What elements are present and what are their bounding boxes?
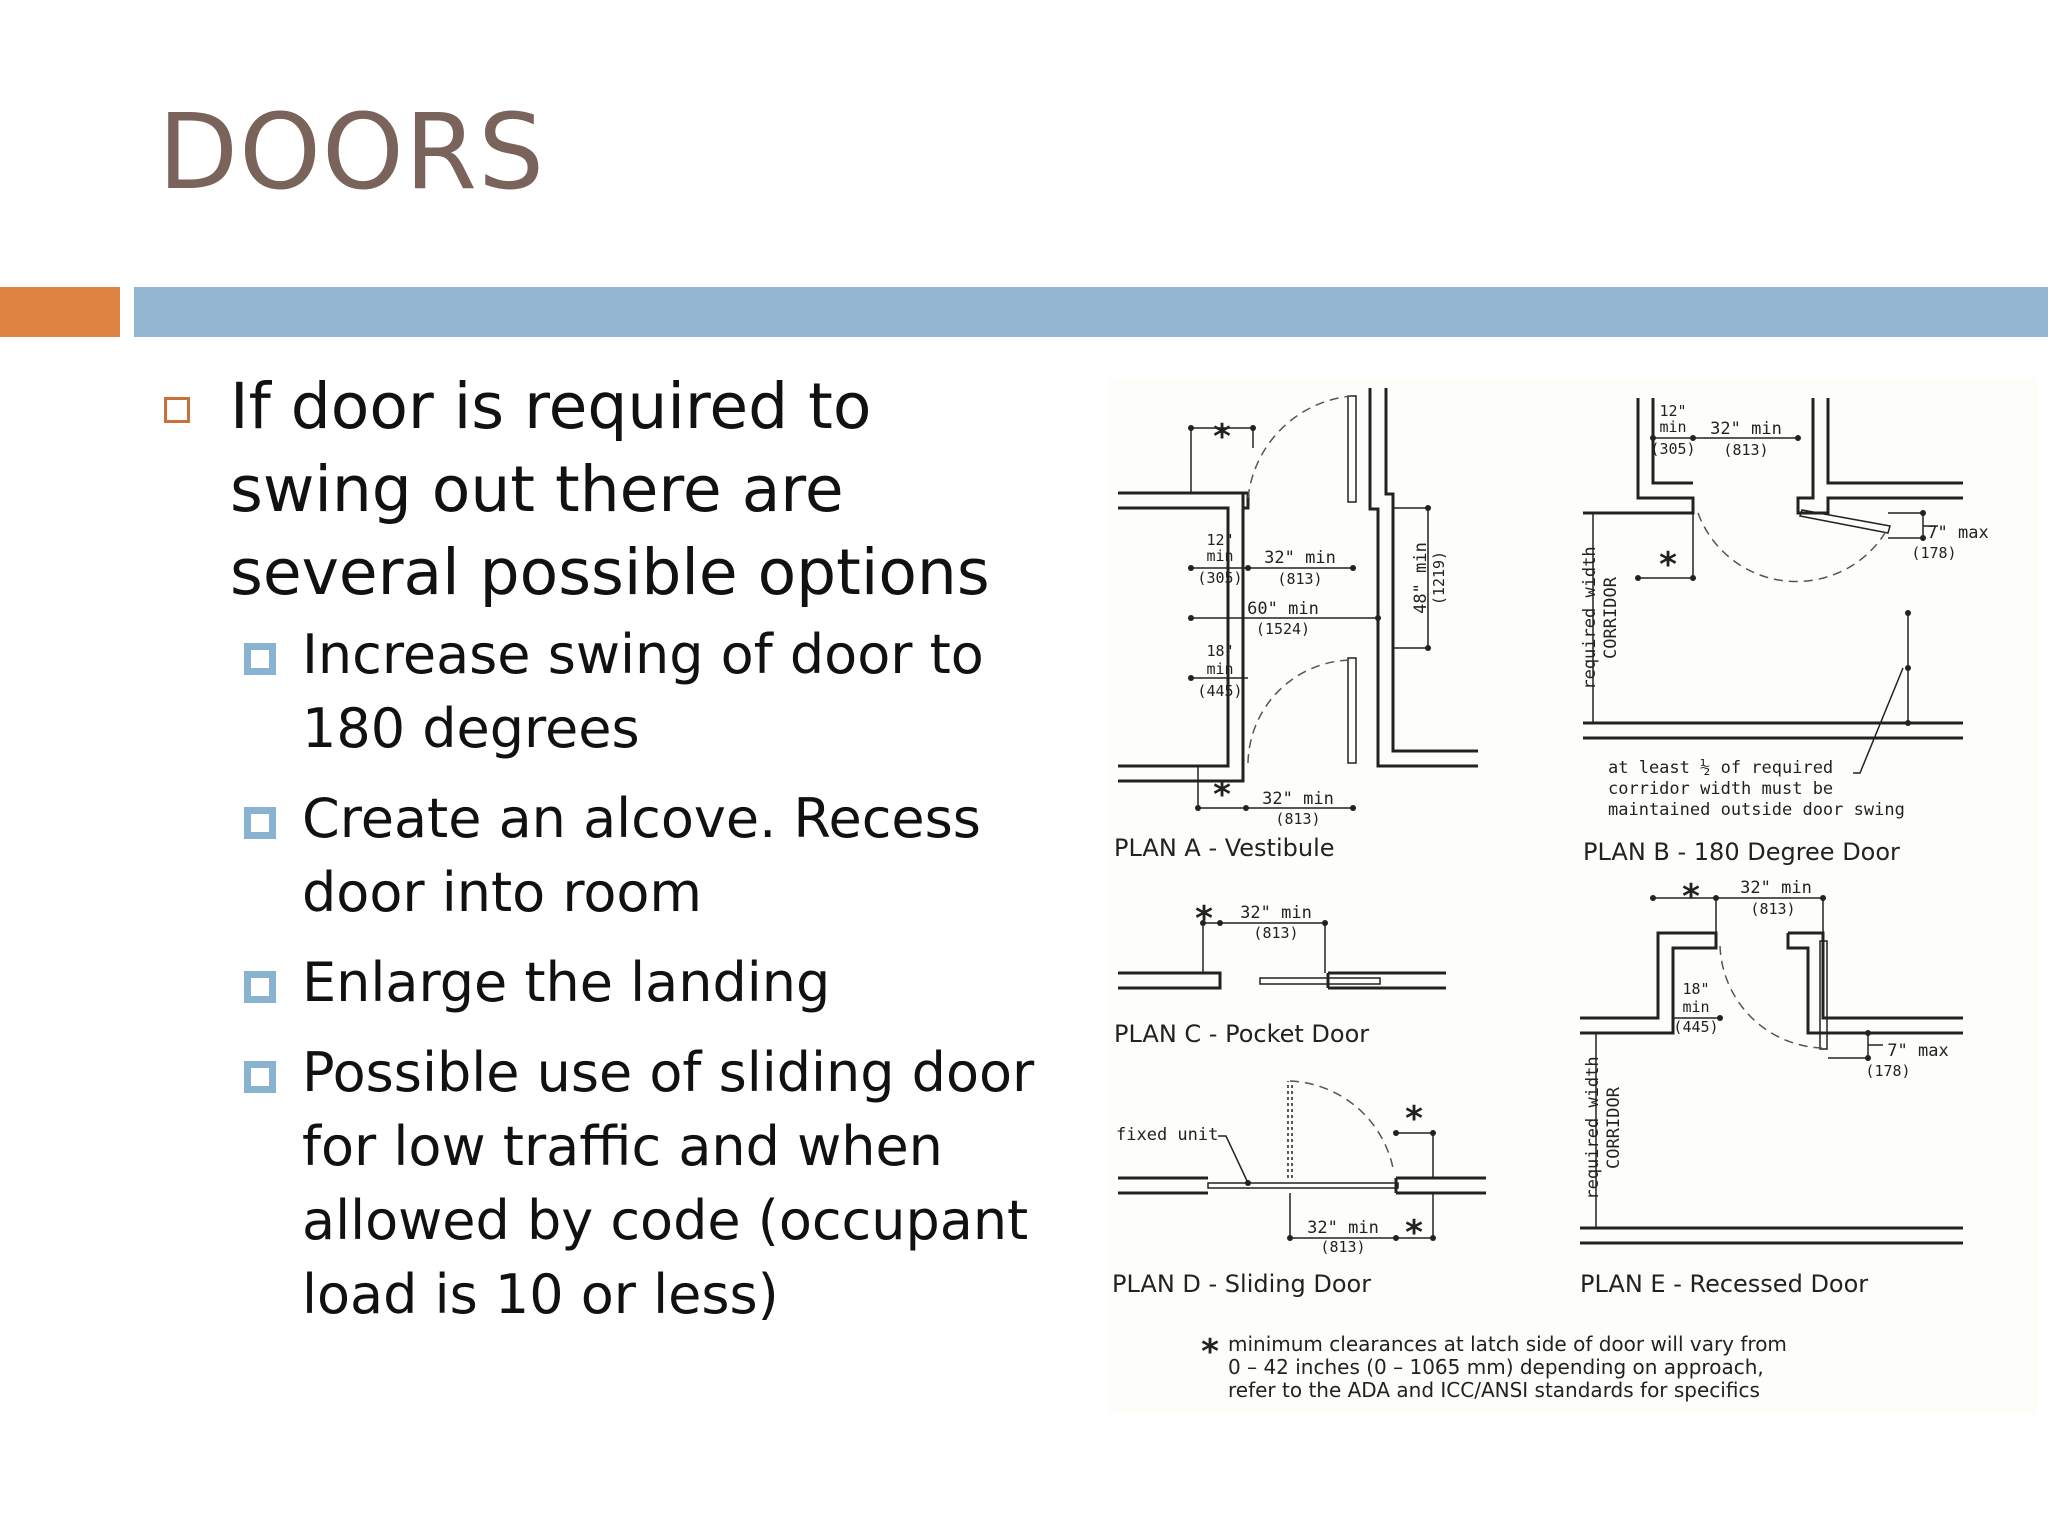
title-divider-bar (134, 287, 2048, 337)
plan-c-pocket-door (1114, 899, 1446, 1048)
plan-b-wall (1798, 398, 1963, 513)
plan-a-depth-mm: (1524) (1255, 620, 1311, 638)
diagram-footnote (1201, 1332, 1787, 1402)
square-bullet-icon (244, 643, 276, 675)
plan-b-dim-dot (1905, 720, 1911, 726)
plan-e-dim-dot (1865, 1055, 1871, 1061)
plan-b-note-line3: maintained outside door swing (1608, 800, 1905, 820)
square-bullet-icon (244, 1061, 276, 1093)
plan-c-title: PLAN C - Pocket Door (1114, 1020, 1370, 1048)
plan-b-width-mm: (813) (1723, 441, 1769, 459)
plan-b-title: PLAN B - 180 Degree Door (1583, 838, 1900, 866)
plan-a-width-bottom-mm: (813) (1275, 810, 1321, 828)
plan-b-star: * (1659, 545, 1677, 585)
plan-d-door-swing (1290, 1081, 1393, 1168)
plan-e-dim-dot (1713, 895, 1719, 901)
plan-e-width-mm: (813) (1750, 900, 1796, 918)
plan-a-dim-dot (1195, 805, 1201, 811)
plan-b-leader-line (1853, 668, 1903, 773)
bullet-list (160, 365, 1060, 1332)
plan-a-vestibule (1114, 388, 1478, 862)
plan-d-width-value: 32" min (1307, 1218, 1379, 1238)
plan-a-latch-mid-mm: (445) (1197, 682, 1243, 700)
plan-d-star-top: * (1405, 1099, 1423, 1139)
plan-e-corridor-label: CORRIDOR (1604, 1087, 1624, 1169)
bullet-main (160, 365, 1060, 614)
sub-bullet-alcove (160, 782, 1060, 930)
plan-a-latch-mid-min: min (1206, 660, 1234, 678)
plan-c-width-value: 32" min (1240, 903, 1312, 923)
plan-d-leader-line (1218, 1136, 1248, 1183)
plan-a-dim-dot (1243, 805, 1249, 811)
plan-d-dim-dot (1393, 1130, 1399, 1136)
plan-b-latch-mm: (305) (1650, 440, 1696, 458)
sub-bullet-text: Enlarge the landing (302, 951, 831, 1014)
plan-e-corridor-width: required width (1583, 1056, 1603, 1200)
door-plans-diagram (1108, 378, 2038, 1414)
plan-d-width-mm: (813) (1320, 1238, 1366, 1256)
plan-a-dim-dot (1245, 565, 1251, 571)
plan-c-dim-dot (1217, 920, 1223, 926)
hollow-square-bullet-icon (164, 397, 190, 423)
plan-a-dim-dot (1375, 615, 1381, 621)
plan-d-dim-dot (1430, 1130, 1436, 1136)
plan-e-latch-min: min (1682, 998, 1710, 1016)
plan-b-dim-dot (1795, 435, 1801, 441)
plan-a-door-leaf (1348, 396, 1356, 502)
plan-b-dim-dot (1690, 575, 1696, 581)
plan-b-max-value: 7" max (1927, 523, 1989, 543)
plan-a-latch-mid-value: 18" (1206, 642, 1234, 660)
plan-d-sliding-door (1112, 1081, 1486, 1298)
plan-b-latch-value: 12" (1659, 402, 1687, 420)
door-plans-drawing (1108, 378, 2038, 1414)
plan-e-recessed-door (1580, 877, 1963, 1298)
sub-bullet-landing (160, 946, 1060, 1020)
plan-a-dim-dot (1425, 505, 1431, 511)
plan-a-dim-dot (1350, 565, 1356, 571)
plan-b-wall (1828, 398, 1963, 483)
plan-c-wall (1118, 973, 1220, 988)
plan-a-dim-dot (1188, 675, 1194, 681)
plan-a-dim-dot (1250, 425, 1256, 431)
plan-d-dim-dot (1287, 1235, 1293, 1241)
plan-a-star-bottom: * (1213, 775, 1231, 815)
plan-a-latch-top-value: 12" (1206, 531, 1234, 549)
plan-a-width-bottom-value: 32" min (1262, 789, 1334, 809)
accent-bar (0, 287, 120, 337)
plan-e-title: PLAN E - Recessed Door (1580, 1270, 1869, 1298)
plan-d-dim-dot (1430, 1235, 1436, 1241)
plan-d-fixed-unit-label: fixed unit (1116, 1125, 1219, 1145)
plan-c-star: * (1195, 899, 1213, 939)
plan-a-star-top: * (1213, 417, 1231, 457)
plan-e-width-value: 32" min (1740, 878, 1812, 898)
plan-b-dim-dot (1905, 665, 1911, 671)
plan-b-180-degree-door (1580, 398, 1989, 866)
plan-e-wall (1788, 933, 1963, 1018)
plan-c-dim-dot (1322, 920, 1328, 926)
plan-e-latch-mm: (445) (1673, 1018, 1719, 1036)
footnote-line3: refer to the ADA and ICC/ANSI standards for specifics (1228, 1378, 1760, 1402)
square-bullet-icon (244, 807, 276, 839)
plan-b-width-value: 32" min (1710, 419, 1782, 439)
sub-bullet-sliding-door (160, 1036, 1060, 1332)
sub-bullet-text: Create an alcove. Recess door into room (302, 787, 981, 924)
square-bullet-icon (244, 971, 276, 1003)
plan-a-door-swing (1248, 396, 1352, 498)
plan-b-latch-min: min (1659, 418, 1687, 436)
plan-d-star-bottom: * (1405, 1213, 1423, 1253)
plan-c-width-mm: (813) (1253, 924, 1299, 942)
slide-title: DOORS (158, 91, 546, 213)
plan-b-door-swing (1698, 513, 1888, 582)
plan-a-width-top-mm: (813) (1277, 570, 1323, 588)
plan-a-door-leaf (1348, 658, 1356, 763)
plan-a-dim-dot (1188, 565, 1194, 571)
plan-b-dim-dot (1920, 510, 1926, 516)
plan-e-star: * (1682, 877, 1700, 917)
plan-b-dim-dot (1920, 535, 1926, 541)
plan-d-dim-dot (1393, 1235, 1399, 1241)
plan-b-corridor-label: CORRIDOR (1601, 577, 1621, 659)
plan-b-note-line2: corridor width must be (1608, 779, 1834, 799)
plan-c-door-leaf (1260, 978, 1380, 984)
plan-a-width-top-value: 32" min (1264, 548, 1336, 568)
plan-e-max-mm: (178) (1865, 1062, 1911, 1080)
plan-e-dim-dot (1865, 1030, 1871, 1036)
plan-b-max-mm: (178) (1911, 544, 1957, 562)
footnote-line1: minimum clearances at latch side of door will vary from (1228, 1332, 1787, 1356)
plan-a-dim-dot (1425, 645, 1431, 651)
footnote-star: * (1201, 1332, 1219, 1372)
plan-e-max-value: 7" max (1887, 1041, 1949, 1061)
footnote-line2: 0 – 42 inches (0 – 1065 mm) depending on approach, (1228, 1355, 1764, 1379)
sub-bullet-text: Increase swing of door to 180 degrees (302, 623, 984, 760)
plan-b-corridor-width: required width (1580, 546, 1600, 690)
plan-a-side-value: 48" min (1411, 542, 1431, 614)
sub-bullet-increase-swing (160, 618, 1060, 766)
plan-b-note-line1: at least ½ of required (1608, 758, 1834, 778)
plan-e-dim-dot (1650, 895, 1656, 901)
plan-b-dim-dot (1635, 575, 1641, 581)
plan-a-latch-top-mm: (305) (1197, 569, 1243, 587)
plan-d-title: PLAN D - Sliding Door (1112, 1270, 1372, 1298)
plan-a-door-swing (1248, 660, 1352, 763)
plan-a-dim-dot (1188, 615, 1194, 621)
bullet-main-text: If door is required to swing out there are several possible options (230, 370, 990, 609)
plan-a-title: PLAN A - Vestibule (1114, 834, 1335, 862)
plan-d-dim-dot (1245, 1180, 1251, 1186)
plan-e-latch-value: 18" (1682, 980, 1710, 998)
plan-a-side-mm: (1219) (1430, 550, 1448, 606)
plan-a-dim-dot (1350, 805, 1356, 811)
plan-a-dim-dot (1188, 425, 1194, 431)
plan-a-depth-value: 60" min (1247, 599, 1319, 619)
plan-d-fixed-panel (1208, 1183, 1398, 1188)
plan-a-latch-top-min: min (1206, 547, 1234, 565)
plan-e-dim-dot (1820, 895, 1826, 901)
plan-b-dim-dot (1905, 610, 1911, 616)
sub-bullet-text: Possible use of sliding door for low traffic and when allowed by code (occupant load is 10 or less) (302, 1041, 1035, 1326)
